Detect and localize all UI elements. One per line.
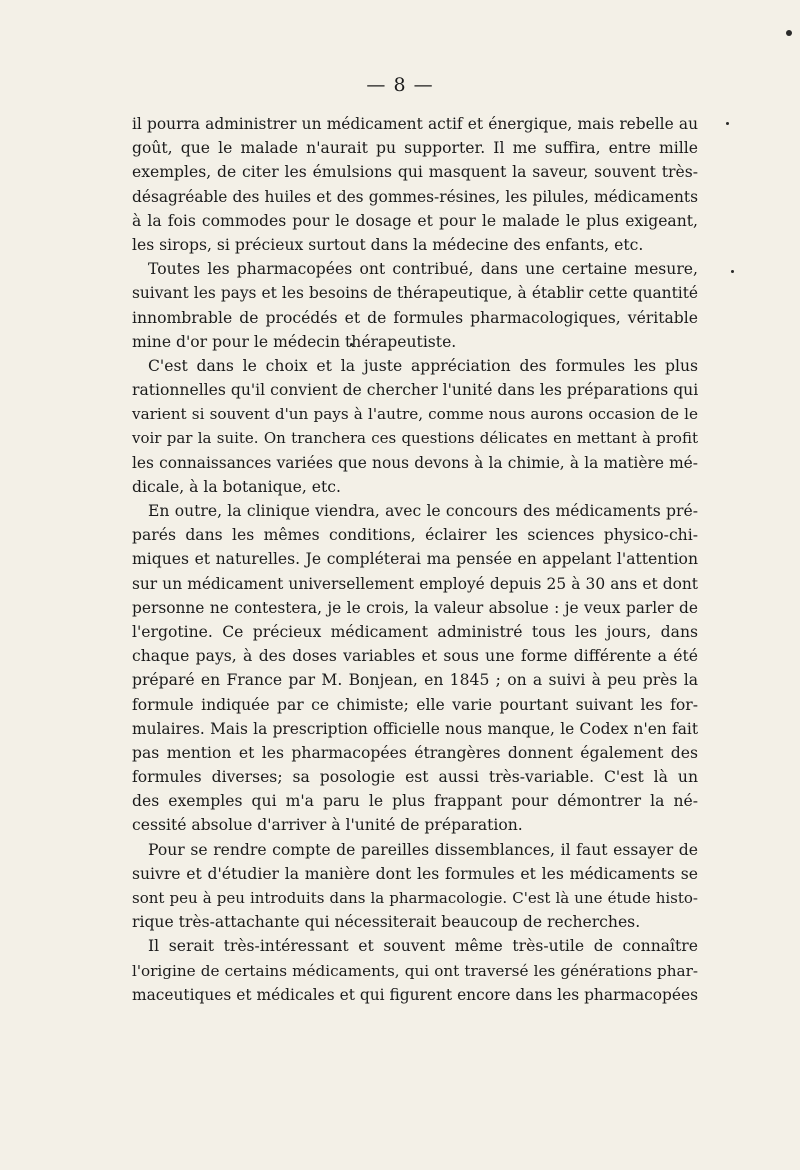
text-line: l'ergotine. Ce précieux médicament administré tous les jours, dans bbox=[132, 622, 698, 641]
text-line: Il serait très-intéressant et souvent même très-utile de connaître bbox=[148, 937, 698, 956]
text-line: l'origine de certains médicaments, qui ont traversé les générations phar- bbox=[132, 961, 698, 980]
text-line: préparé en France par M. Bonjean, en 1845 ; on a suivi à peu près la bbox=[132, 671, 698, 690]
text-line: dicale, à la botanique, etc. bbox=[132, 477, 341, 496]
text-line: cessité absolue d'arriver à l'unité de préparation. bbox=[132, 816, 523, 835]
text-line: En outre, la clinique viendra, avec le concours des médicaments pré- bbox=[148, 502, 698, 520]
text-line: voir par la suite. On tranchera ces questions délicates en mettant à profit bbox=[132, 429, 698, 448]
text-line: C'est dans le choix et la juste appréciation des formules les plus bbox=[148, 356, 698, 375]
text-line: sur un médicament universellement employé depuis 25 à 30 ans et dont bbox=[132, 574, 698, 593]
text-line: goût, que le malade n'aurait pu supporter. Il me suffira, entre mille bbox=[132, 139, 698, 158]
text-line: rationnelles qu'il convient de chercher l'unité dans les préparations qui bbox=[132, 381, 699, 400]
text-line: parés dans les mêmes conditions, éclairer les sciences physico-chi- bbox=[132, 526, 698, 545]
text-line: pas mention et les pharmacopées étrangères donnent également des bbox=[132, 743, 698, 762]
text-line: formule indiquée par ce chimiste; elle varie pourtant suivant les for- bbox=[132, 695, 698, 714]
text-line: suivre et d'étudier la manière dont les formules et les médicaments se bbox=[132, 864, 698, 883]
text-line: innombrable de procédés et de formules pharmacologiques, véritable bbox=[132, 308, 698, 327]
text-line: formules diverses; sa posologie est aussi très-variable. C'est là un bbox=[132, 768, 698, 787]
text-line: désagréable des huiles et des gommes-résines, les pilules, médicaments bbox=[132, 187, 698, 206]
text-line: Toutes les pharmacopées ont contribué, dans une certaine mesure, bbox=[148, 260, 698, 279]
text-line: Pour se rendre compte de pareilles dissemblances, il faut essayer de bbox=[148, 840, 698, 859]
ink-spot bbox=[726, 122, 729, 125]
text-line: à la fois commodes pour le dosage et pour le malade le plus exigeant, bbox=[132, 211, 698, 230]
text-line: miques et naturelles. Je compléterai ma pensée en appelant l'attention bbox=[132, 550, 698, 569]
body-text bbox=[132, 112, 698, 1007]
text-line: mulaires. Mais la prescription officielle nous manque, le Codex n'en fait bbox=[132, 719, 698, 738]
text-line: des exemples qui m'a paru le plus frappant pour démontrer la né- bbox=[132, 792, 698, 811]
ink-spot bbox=[786, 30, 792, 36]
text-line: suivant les pays et les besoins de thérapeutique, à établir cette quantité bbox=[132, 284, 698, 303]
page-number: — 8 — bbox=[366, 74, 434, 96]
text-line: personne ne contestera, je le crois, la valeur absolue : je veux parler de bbox=[132, 598, 698, 617]
text-line: chaque pays, à des doses variables et sous une forme différente a été bbox=[132, 647, 698, 666]
text-line: rique très-attachante qui nécessiterait beaucoup de recherches. bbox=[132, 913, 641, 932]
text-line: il pourra administrer un médicament actif et énergique, mais rebelle au bbox=[132, 115, 698, 133]
text-line: les sirops, si précieux surtout dans la médecine des enfants, etc. bbox=[132, 235, 644, 254]
ink-spot bbox=[731, 270, 734, 273]
text-line: sont peu à peu introduits dans la pharmacologie. C'est là une étude histo- bbox=[132, 889, 698, 907]
text-line: maceutiques et médicales et qui figurent encore dans les pharmacopées bbox=[132, 985, 698, 1004]
text-line: varient si souvent d'un pays à l'autre, comme nous aurons occasion de le bbox=[132, 405, 698, 424]
text-line: mine d'or pour le médecin thérapeutiste. bbox=[132, 332, 457, 351]
text-line: exemples, de citer les émulsions qui masquent la saveur, souvent très- bbox=[132, 163, 698, 182]
text-line: les connaissances variées que nous devons à la chimie, à la matière mé- bbox=[132, 453, 698, 472]
